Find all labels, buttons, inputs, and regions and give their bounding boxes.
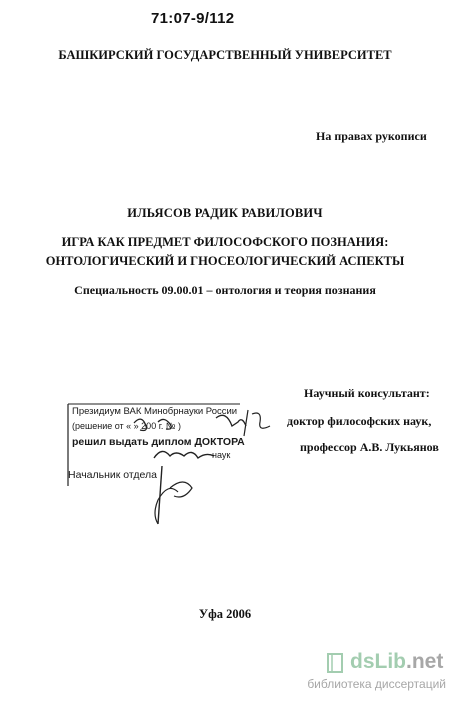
watermark-logo-main: dsLib xyxy=(350,650,406,673)
advisor-name: профессор А.В. Лукьянов xyxy=(300,440,439,454)
watermark-tagline: библиотека диссертаций xyxy=(307,677,446,691)
specialty-line: Специальность 09.00.01 – онтология и теория познания xyxy=(74,283,376,297)
manuscript-rights-note: На правах рукописи xyxy=(316,129,427,143)
dslib-watermark xyxy=(278,648,448,698)
call-number: 71:07-9/112 xyxy=(151,10,235,27)
stamp-decision-line: (решение от « » 200 г. № ) xyxy=(72,421,182,431)
city-year: Уфа 2006 xyxy=(198,607,252,621)
vak-approval-stamp xyxy=(66,396,244,524)
author-name: ИЛЬЯСОВ РАДИК РАВИЛОВИЧ xyxy=(127,206,323,220)
stamp-diploma-line: решил выдать диплом ДОКТОРА xyxy=(72,436,245,448)
stamp-presidium-line: Президиум ВАК Минобрнауки России xyxy=(72,406,238,417)
watermark-logo-suffix: .net xyxy=(406,650,444,673)
advisor-degree: доктор философских наук, xyxy=(287,414,432,428)
stamp-science-line: наук xyxy=(212,450,231,460)
stamp-department-head: Начальник отдела xyxy=(68,469,157,481)
university-name: БАШКИРСКИЙ ГОСУДАРСТВЕННЫЙ УНИВЕРСИТЕТ xyxy=(58,48,392,62)
book-icon xyxy=(326,650,348,676)
dissertation-title-line1: ИГРА КАК ПРЕДМЕТ ФИЛОСОФСКОГО ПОЗНАНИЯ: xyxy=(61,235,389,249)
advisor-label: Научный консультант: xyxy=(304,386,430,400)
watermark-logo xyxy=(350,650,443,674)
dissertation-title-line2: ОНТОЛОГИЧЕСКИЙ И ГНОСЕОЛОГИЧЕСКИЙ АСПЕКТЫ xyxy=(45,254,405,268)
